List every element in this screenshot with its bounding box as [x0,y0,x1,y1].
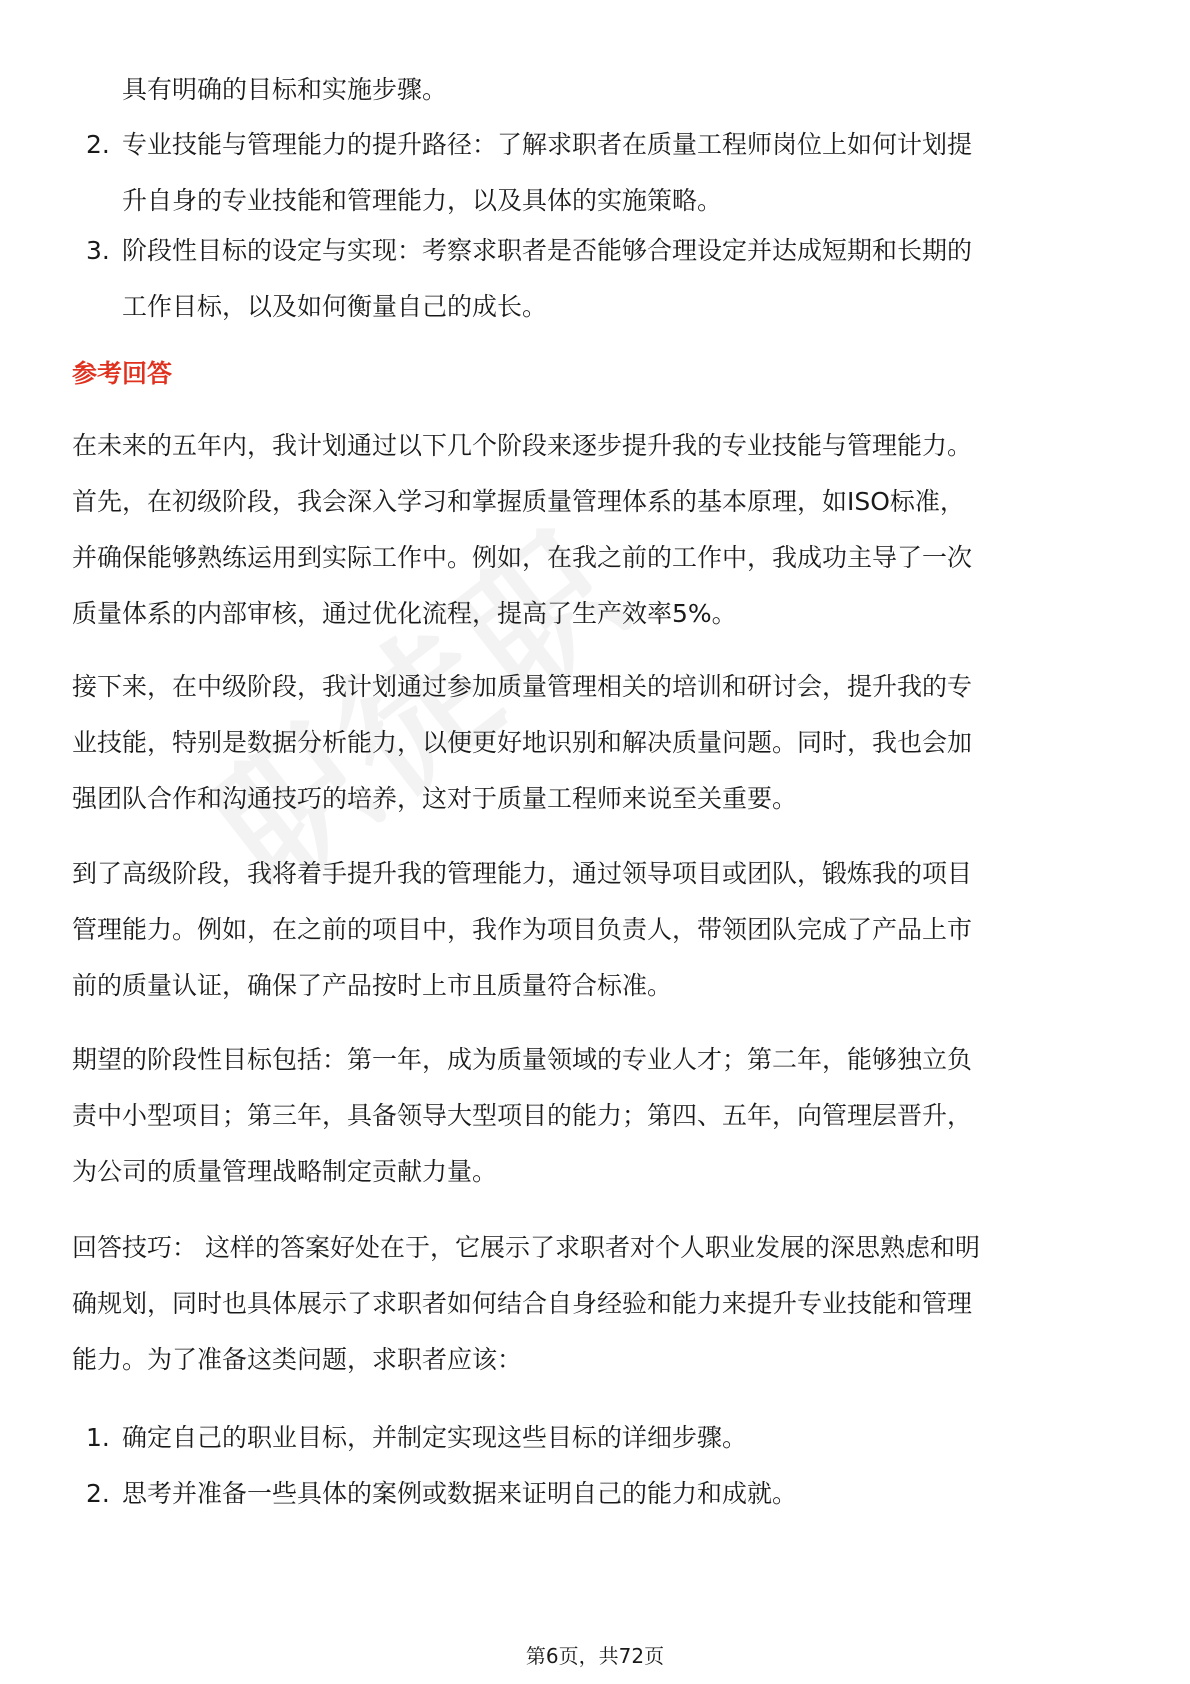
list-number: 3. [86,236,110,265]
list-number: 2. [86,1479,110,1508]
paragraph-line: 强团队合作和沟通技巧的培养，这对于质量工程师来说至关重要。 [72,784,798,813]
paragraph-line: 首先，在初级阶段，我会深入学习和掌握质量管理体系的基本原理，如ISO标准， [72,487,965,516]
paragraph-line: 质量体系的内部审核，通过优化流程，提高了生产效率5%。 [72,599,737,628]
list-text-line: 升自身的专业技能和管理能力，以及具体的实施策略。 [122,186,723,215]
paragraph-line: 到了高级阶段，我将着手提升我的管理能力，通过领导项目或团队，锻炼我的项目 [72,859,973,888]
intro-continuation: 具有明确的目标和实施步骤。 [122,75,448,104]
list-text-line: 阶段性目标的设定与实现：考察求职者是否能够合理设定并达成短期和长期的 [122,236,973,265]
answer-tips-paragraph [72,1220,1118,1388]
paragraph-line: 确规划，同时也具体展示了求职者如何结合自身经验和能力来提升专业技能和管理 [72,1289,973,1318]
paragraph-line: 前的质量认证，确保了产品按时上市且质量符合标准。 [72,971,673,1000]
list-number: 2. [86,130,110,159]
paragraph-line: 能力。为了准备这类问题，求职者应该： [72,1345,523,1374]
paragraph-line: 期望的阶段性目标包括：第一年，成为质量领域的专业人才；第二年，能够独立负 [72,1045,973,1074]
paragraph [72,846,1118,1014]
paragraph-line: 并确保能够熟练运用到实际工作中。例如，在我之前的工作中，我成功主导了一次 [72,543,973,572]
list-text-line: 思考并准备一些具体的案例或数据来证明自己的能力和成就。 [122,1479,798,1508]
paragraph [72,1032,1118,1200]
list-text-line: 专业技能与管理能力的提升路径：了解求职者在质量工程师岗位上如何计划提 [122,130,973,159]
paragraph [72,659,1118,827]
page-footer: 第6页，共72页 [525,1644,665,1668]
paragraph-line: 回答技巧： 这样的答案好处在于，它展示了求职者对个人职业发展的深思熟虑和明 [72,1233,980,1262]
paragraph-line: 为公司的质量管理战略制定贡献力量。 [72,1157,498,1186]
list-number: 1. [86,1423,110,1452]
paragraph-line: 管理能力。例如，在之前的项目中，我作为项目负责人，带领团队完成了产品上市 [72,915,973,944]
paragraph-line: 在未来的五年内，我计划通过以下几个阶段来逐步提升我的专业技能与管理能力。 [72,431,973,460]
paragraph [72,418,1118,642]
paragraph-line: 接下来，在中级阶段，我计划通过参加质量管理相关的培训和研讨会，提升我的专 [72,672,973,701]
answer-heading: 参考回答 [72,359,173,388]
paragraph-line: 业技能，特别是数据分析能力，以便更好地识别和解决质量问题。同时，我也会加 [72,728,973,757]
paragraph-line: 责中小型项目；第三年，具备领导大型项目的能力；第四、五年，向管理层晋升， [72,1101,973,1130]
list-text-line: 确定自己的职业目标，并制定实现这些目标的详细步骤。 [122,1423,748,1452]
list-text-line: 工作目标，以及如何衡量自己的成长。 [122,292,548,321]
